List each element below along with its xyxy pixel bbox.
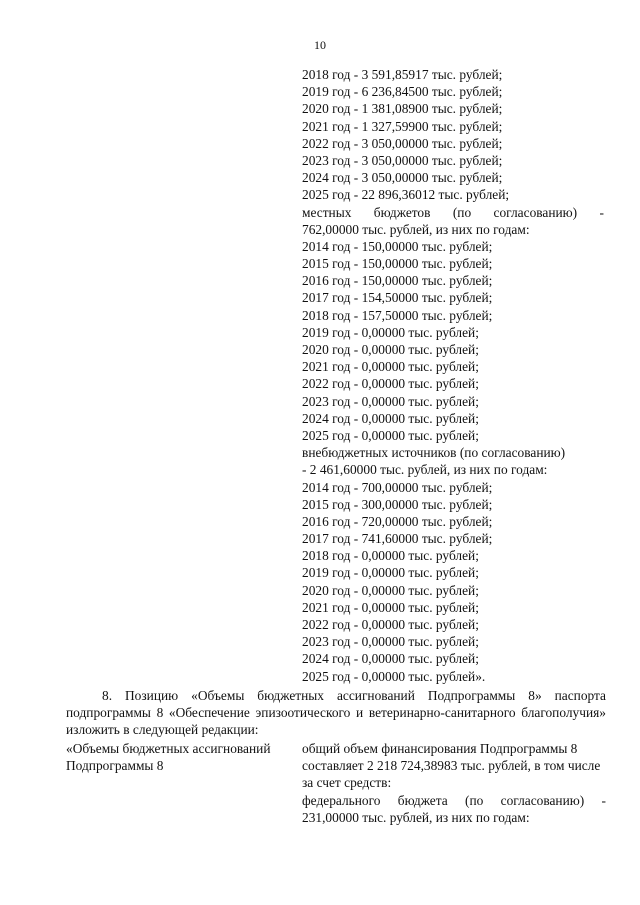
local-budgets-total: 762,00000 тыс. рублей, из них по годам: — [302, 221, 530, 237]
year-line: 2019 год - 6 236,84500 тыс. рублей; — [302, 84, 503, 100]
year-line: 2021 год - 1 327,59900 тыс. рублей; — [302, 118, 503, 134]
extrabudgetary-years-list — [302, 479, 604, 685]
financing-column — [302, 66, 604, 685]
year-line: 2025 год - 0,00000 тыс. рублей; — [302, 427, 479, 443]
year-line: 2017 год - 741,60000 тыс. рублей; — [302, 531, 493, 547]
year-line: 2023 год - 0,00000 тыс. рублей; — [302, 393, 479, 409]
year-line: 2022 год - 0,00000 тыс. рублей; — [302, 376, 479, 392]
extrabudgetary-header: внебюджетных источников (по согласованию) — [302, 445, 566, 461]
year-line: 2015 год - 300,00000 тыс. рублей; — [302, 496, 493, 512]
year-line: 2023 год - 3 050,00000 тыс. рублей; — [302, 152, 503, 168]
year-line: 2014 год - 700,00000 тыс. рублей; — [302, 479, 493, 495]
year-line: 2018 год - 0,00000 тыс. рублей; — [302, 548, 479, 564]
year-line: 2022 год - 3 050,00000 тыс. рублей; — [302, 135, 503, 151]
budget-years-list — [302, 66, 604, 204]
table-left-cell: «Объемы бюджетных ассигнований Подпрограммы 8 — [66, 741, 271, 774]
year-line: 2019 год - 0,00000 тыс. рублей; — [302, 565, 479, 581]
year-line: 2020 год - 0,00000 тыс. рублей; — [302, 582, 479, 598]
local-years-list — [302, 238, 604, 444]
year-line: 2014 год - 150,00000 тыс. рублей; — [302, 238, 493, 254]
paragraph-8-text: 8. Позицию «Объемы бюджетных ассигнований Подпрограммы 8» паспорта подпрограммы 8 «Обеспечение эпизоотического и ветеринарно-санитарного благополучия» изложить в следующей редакции: — [66, 688, 606, 738]
year-line: 2022 год - 0,00000 тыс. рублей; — [302, 617, 479, 632]
paragraph-8 — [66, 687, 606, 739]
year-line: 2017 год - 154,50000 тыс. рублей; — [302, 290, 493, 306]
year-line: 2023 год - 0,00000 тыс. рублей; — [302, 634, 479, 650]
year-line: 2021 год - 0,00000 тыс. рублей; — [302, 599, 479, 615]
year-line: 2025 год - 0,00000 тыс. рублей». — [302, 668, 486, 684]
year-line: 2020 год - 1 381,08900 тыс. рублей; — [302, 101, 503, 117]
year-line: 2019 год - 0,00000 тыс. рублей; — [302, 324, 479, 340]
total-financing-text: общий объем финансирования Подпрограммы 8 составляет 2 218 724,38983 тыс. рублей, в том числе за счет средств: — [302, 741, 601, 791]
year-line: 2024 год - 3 050,00000 тыс. рублей; — [302, 170, 503, 186]
year-line: 2018 год - 3 591,85917 тыс. рублей; — [302, 67, 503, 82]
year-line: 2015 год - 150,00000 тыс. рублей; — [302, 256, 493, 272]
year-line: 2016 год - 720,00000 тыс. рублей; — [302, 513, 493, 529]
local-budgets-header: местных бюджетов (по согласованию) - — [302, 204, 604, 220]
year-line: 2018 год - 157,50000 тыс. рублей; — [302, 307, 493, 323]
year-line: 2020 год - 0,00000 тыс. рублей; — [302, 342, 479, 357]
page-number: 10 — [314, 38, 326, 52]
federal-budget-text: федерального бюджета (по согласованию) - 231,00000 тыс. рублей, из них по годам: — [302, 792, 606, 825]
year-line: 2021 год - 0,00000 тыс. рублей; — [302, 359, 479, 375]
table-right-cell — [302, 740, 606, 826]
year-line: 2024 год - 0,00000 тыс. рублей; — [302, 651, 479, 667]
year-line: 2024 год - 0,00000 тыс. рублей; — [302, 410, 479, 426]
year-line: 2016 год - 150,00000 тыс. рублей; — [302, 273, 493, 289]
extrabudgetary-total: - 2 461,60000 тыс. рублей, из них по годам: — [302, 462, 548, 478]
year-line: 2025 год - 22 896,36012 тыс. рублей; — [302, 187, 510, 203]
